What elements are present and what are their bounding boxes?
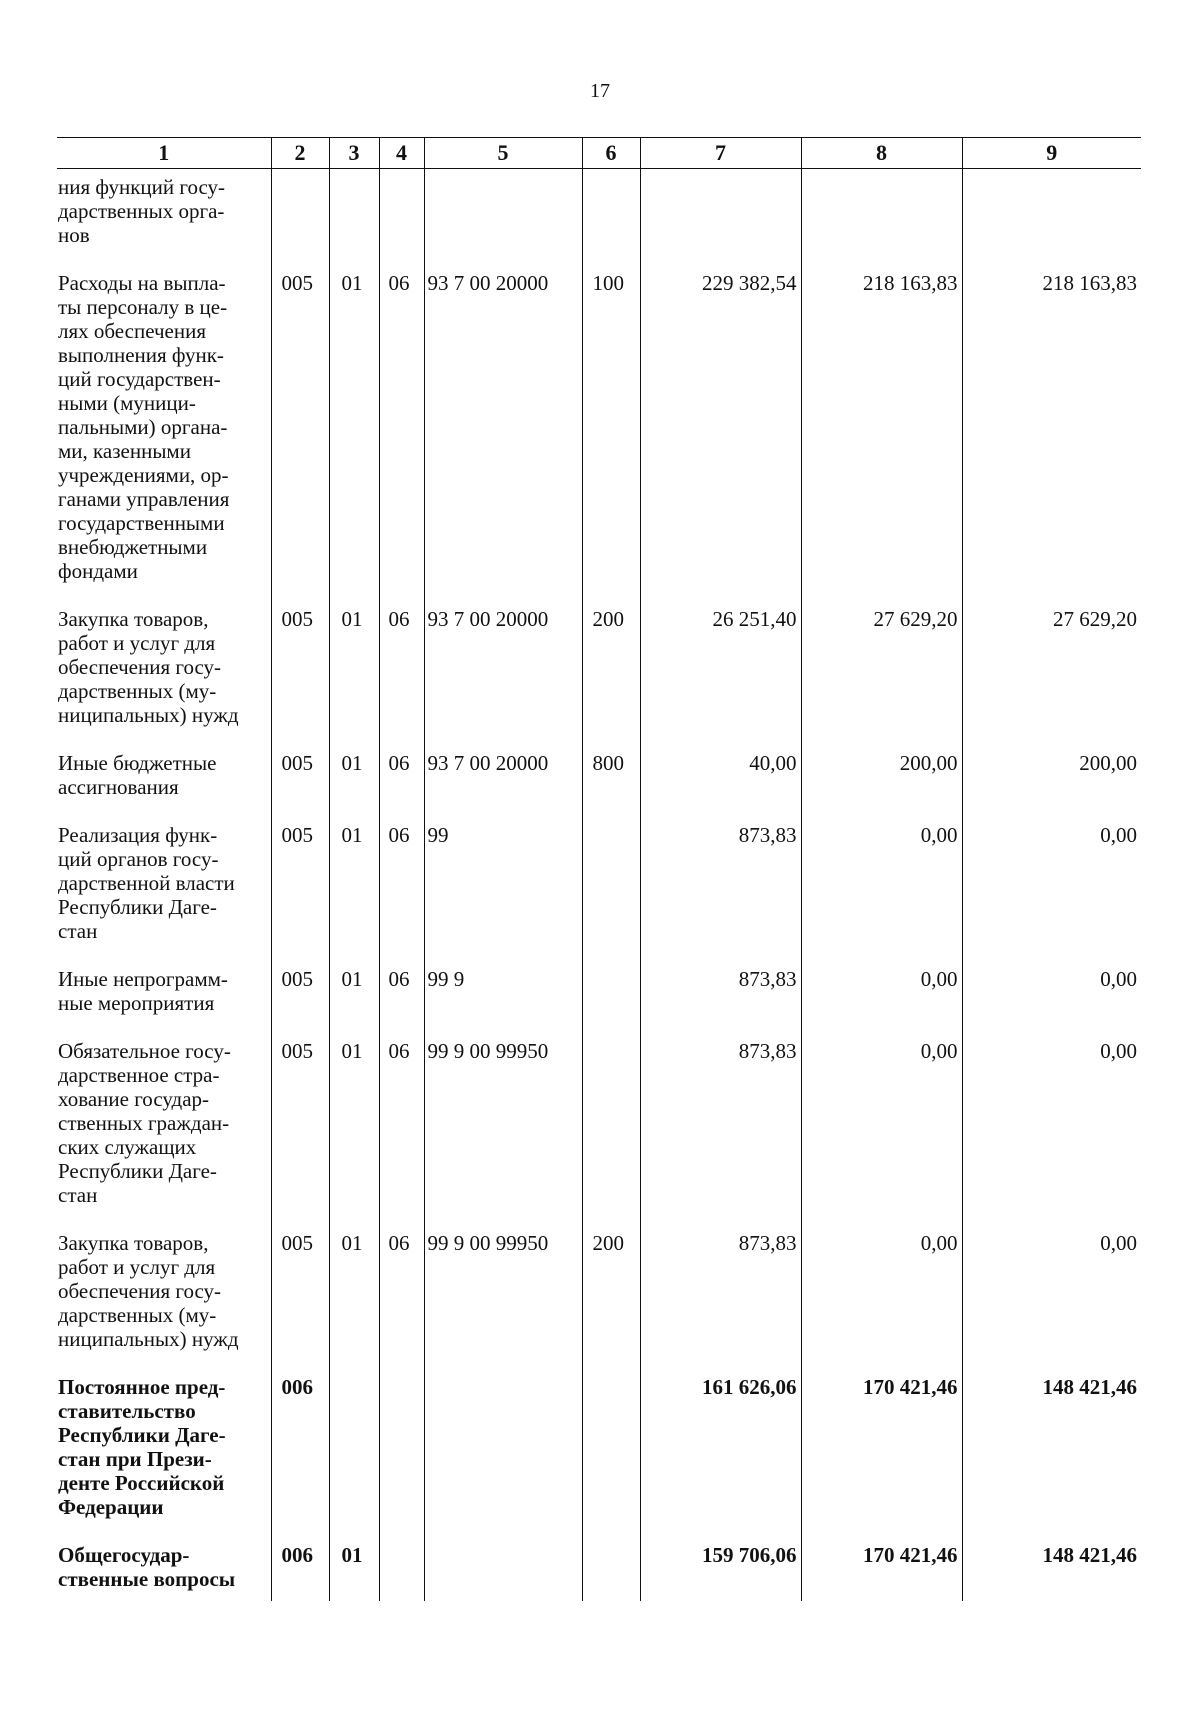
amount-year1-cell: 873,83 <box>640 1037 801 1229</box>
expense-type-cell <box>582 821 640 965</box>
expense-type-cell: 200 <box>582 605 640 749</box>
amount-year1-cell: 873,83 <box>640 1229 801 1373</box>
row-name-cell: Закупка товаров, работ и услуг для обеспечения госу- дарственных (му- ниципальных) нужд <box>58 1231 239 1351</box>
section-cell: 01 <box>329 749 379 821</box>
target-article-cell: 99 9 <box>424 965 582 1037</box>
page-number: 17 <box>590 80 610 102</box>
section-cell: 01 <box>329 821 379 965</box>
subsection-cell: 06 <box>379 1037 424 1229</box>
row-name-cell: Иные непрограмм- ные мероприятия <box>58 967 228 1015</box>
amount-year3-cell: 148 421,46 <box>962 1373 1141 1541</box>
amount-year2-cell: 170 421,46 <box>801 1373 962 1541</box>
amount-year3-cell: 0,00 <box>962 1037 1141 1229</box>
section-cell: 01 <box>329 605 379 749</box>
subsection-cell: 06 <box>379 749 424 821</box>
amount-year3-cell <box>962 169 1141 270</box>
table-row <box>57 1373 1141 1541</box>
amount-year2-cell: 0,00 <box>801 965 962 1037</box>
column-header: 9 <box>962 138 1141 169</box>
row-name-cell: Закупка товаров, работ и услуг для обеспечения госу- дарственных (му- ниципальных) нужд <box>58 607 239 727</box>
target-article-cell: 99 <box>424 821 582 965</box>
table-row <box>57 1541 1141 1601</box>
amount-year3-cell: 0,00 <box>962 1229 1141 1373</box>
amount-year2-cell: 218 163,83 <box>801 269 962 605</box>
amount-year1-cell: 873,83 <box>640 821 801 965</box>
kvsr-cell: 005 <box>271 269 329 605</box>
subsection-cell <box>379 1541 424 1601</box>
column-header: 4 <box>379 138 424 169</box>
target-article-cell <box>424 1373 582 1541</box>
amount-year2-cell: 0,00 <box>801 821 962 965</box>
amount-year3-cell: 148 421,46 <box>962 1541 1141 1601</box>
section-cell <box>329 169 379 270</box>
target-article-cell <box>424 1541 582 1601</box>
amount-year3-cell: 0,00 <box>962 965 1141 1037</box>
amount-year2-cell: 200,00 <box>801 749 962 821</box>
expense-type-cell <box>582 965 640 1037</box>
section-cell: 01 <box>329 269 379 605</box>
column-header: 8 <box>801 138 962 169</box>
kvsr-cell: 005 <box>271 821 329 965</box>
target-article-cell: 93 7 00 20000 <box>424 749 582 821</box>
kvsr-cell <box>271 169 329 270</box>
expense-type-cell <box>582 1037 640 1229</box>
amount-year3-cell: 27 629,20 <box>962 605 1141 749</box>
amount-year1-cell: 40,00 <box>640 749 801 821</box>
amount-year3-cell: 0,00 <box>962 821 1141 965</box>
column-header: 5 <box>424 138 582 169</box>
table-row <box>57 821 1141 965</box>
row-name-cell: Постоянное пред- ставительство Республики Даге- стан при Прези- денте Российской Федерации <box>58 1375 226 1519</box>
column-header: 7 <box>640 138 801 169</box>
table-row <box>57 749 1141 821</box>
budget-table <box>57 137 1141 1601</box>
table-row <box>57 269 1141 605</box>
column-header: 3 <box>329 138 379 169</box>
budget-table-container <box>57 137 1141 1601</box>
amount-year2-cell: 0,00 <box>801 1037 962 1229</box>
amount-year1-cell: 159 706,06 <box>640 1541 801 1601</box>
subsection-cell: 06 <box>379 269 424 605</box>
row-name-cell: Обязательное госу- дарственное стра- хование государ- ственных граждан- ских служащих Республики Даге- стан <box>58 1039 231 1207</box>
target-article-cell: 93 7 00 20000 <box>424 269 582 605</box>
expense-type-cell: 200 <box>582 1229 640 1373</box>
kvsr-cell: 005 <box>271 1229 329 1373</box>
table-row <box>57 605 1141 749</box>
subsection-cell <box>379 1373 424 1541</box>
section-cell: 01 <box>329 1037 379 1229</box>
target-article-cell: 99 9 00 99950 <box>424 1229 582 1373</box>
row-name-cell: Иные бюджетные ассигнования <box>58 751 217 799</box>
column-header: 2 <box>271 138 329 169</box>
expense-type-cell: 800 <box>582 749 640 821</box>
amount-year1-cell: 873,83 <box>640 965 801 1037</box>
subsection-cell <box>379 169 424 270</box>
subsection-cell: 06 <box>379 605 424 749</box>
expense-type-cell <box>582 169 640 270</box>
header-row <box>57 138 1141 169</box>
kvsr-cell: 005 <box>271 749 329 821</box>
section-cell <box>329 1373 379 1541</box>
amount-year1-cell <box>640 169 801 270</box>
section-cell: 01 <box>329 1541 379 1601</box>
column-header: 6 <box>582 138 640 169</box>
subsection-cell: 06 <box>379 965 424 1037</box>
kvsr-cell: 006 <box>271 1373 329 1541</box>
target-article-cell <box>424 169 582 270</box>
amount-year3-cell: 200,00 <box>962 749 1141 821</box>
expense-type-cell <box>582 1373 640 1541</box>
row-name-cell: ния функций госу- дарственных орга- нов <box>58 175 226 247</box>
section-cell: 01 <box>329 965 379 1037</box>
subsection-cell: 06 <box>379 821 424 965</box>
amount-year2-cell: 0,00 <box>801 1229 962 1373</box>
row-name-cell: Расходы на выпла- ты персоналу в це- лях обеспечения выполнения функ- ций государствен- ными (муници- пальными) органа- ми, казенными учреждениями, ор- ганами управления государственными внебюджетными фондами <box>58 271 230 583</box>
table-row <box>57 1229 1141 1373</box>
expense-type-cell <box>582 1541 640 1601</box>
amount-year2-cell <box>801 169 962 270</box>
expense-type-cell: 100 <box>582 269 640 605</box>
amount-year1-cell: 26 251,40 <box>640 605 801 749</box>
kvsr-cell: 006 <box>271 1541 329 1601</box>
amount-year2-cell: 170 421,46 <box>801 1541 962 1601</box>
amount-year3-cell: 218 163,83 <box>962 269 1141 605</box>
target-article-cell: 99 9 00 99950 <box>424 1037 582 1229</box>
table-row <box>57 169 1141 270</box>
amount-year1-cell: 161 626,06 <box>640 1373 801 1541</box>
section-cell: 01 <box>329 1229 379 1373</box>
table-row <box>57 965 1141 1037</box>
column-header: 1 <box>57 138 271 169</box>
table-body <box>57 169 1141 1602</box>
amount-year2-cell: 27 629,20 <box>801 605 962 749</box>
kvsr-cell: 005 <box>271 605 329 749</box>
kvsr-cell: 005 <box>271 1037 329 1229</box>
amount-year1-cell: 229 382,54 <box>640 269 801 605</box>
table-row <box>57 1037 1141 1229</box>
row-name-cell: Общегосудар- ственные вопросы <box>58 1543 236 1591</box>
subsection-cell: 06 <box>379 1229 424 1373</box>
table-header <box>57 138 1141 169</box>
row-name-cell: Реализация функ- ций органов госу- дарственной власти Республики Даге- стан <box>58 823 235 943</box>
kvsr-cell: 005 <box>271 965 329 1037</box>
target-article-cell: 93 7 00 20000 <box>424 605 582 749</box>
